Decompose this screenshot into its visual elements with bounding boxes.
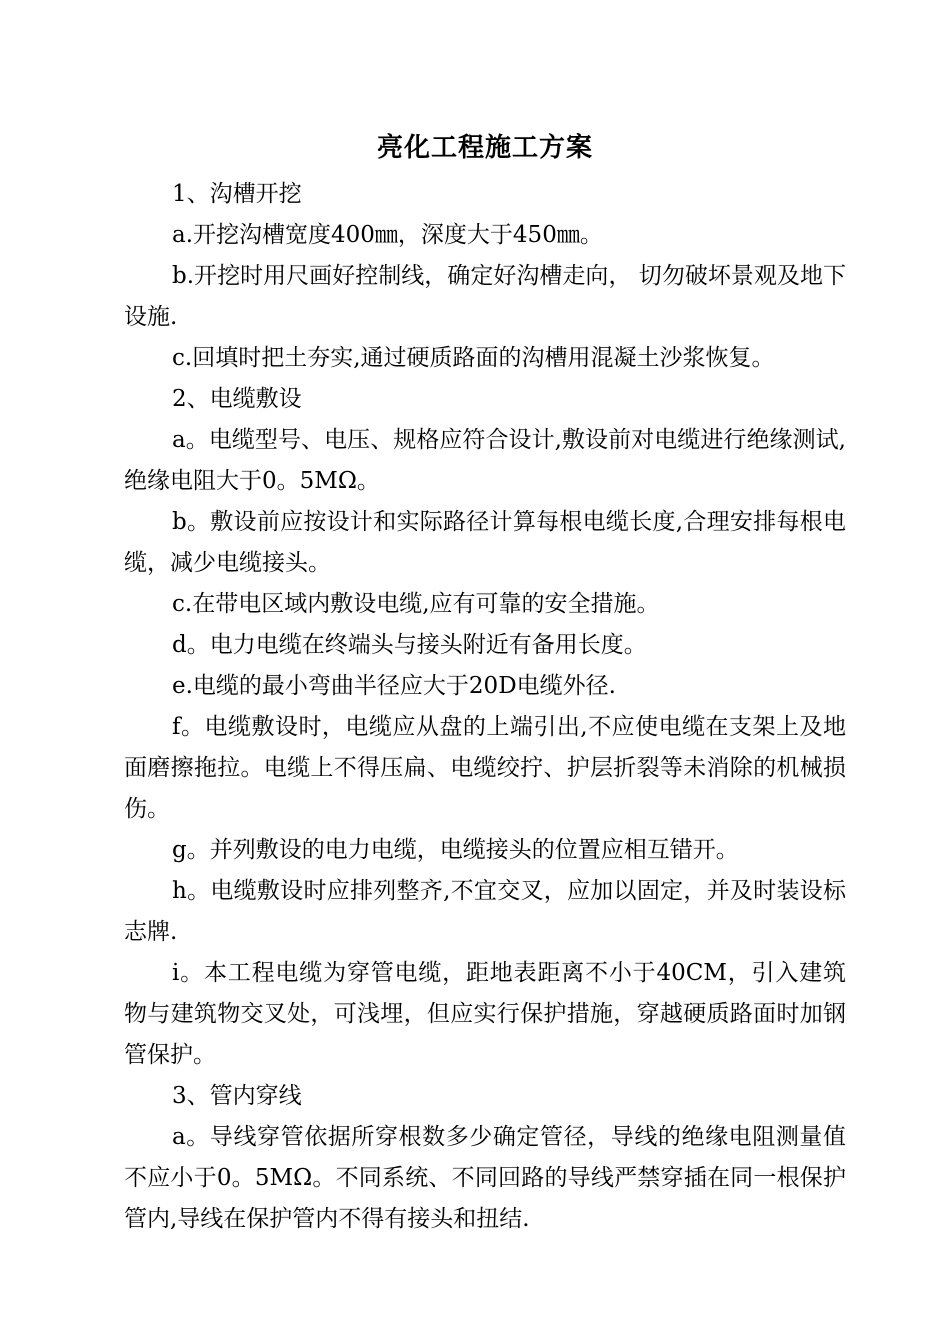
paragraph: i。本工程电缆为穿管电缆，距地表距离不小于40CM，引入建筑物与建筑物交叉处，可浅埋，但应实行保护措施，穿越硬质路面时加钢管保护。 (124, 960, 846, 1068)
paragraph: a.开挖沟槽宽度400㎜，深度大于450㎜。 (172, 222, 603, 248)
document-body (124, 174, 846, 1240)
paragraph: h。电缆敷设时应排列整齐,不宜交叉，应加以固定，并及时装设标志牌. (124, 878, 846, 945)
paragraph: e.电缆的最小弯曲半径应大于20D电缆外径. (172, 673, 616, 699)
paragraph: f。电缆敷设时，电缆应从盘的上端引出,不应使电缆在支架上及地面磨擦拖拉。电缆上不得压扁、电缆绞拧、护层折裂等未消除的机械损伤。 (124, 714, 846, 822)
paragraph: a。电缆型号、电压、规格应符合设计,敷设前对电缆进行绝缘测试,绝缘电阻大于0。5MΩ。 (124, 427, 846, 494)
paragraph: c.在带电区域内敷设电缆,应有可靠的安全措施。 (172, 591, 660, 617)
document-page (124, 128, 846, 1240)
section-heading-trench: 1、沟槽开挖 (172, 181, 302, 207)
section-heading-wiring: 3、管内穿线 (172, 1083, 302, 1109)
paragraph: g。并列敷设的电力电缆，电缆接头的位置应相互错开。 (172, 837, 739, 863)
paragraph: b.开挖时用尺画好控制线，确定好沟槽走向， 切勿破坏景观及地下设施. (124, 263, 846, 330)
document-title: 亮化工程施工方案 (376, 133, 593, 163)
paragraph: b。敷设前应按设计和实际路径计算每根电缆长度,合理安排每根电缆，减少电缆接头。 (124, 509, 846, 576)
paragraph: d。电力电缆在终端头与接头附近有备用长度。 (172, 632, 647, 658)
paragraph: a。导线穿管依据所穿根数多少确定管径，导线的绝缘电阻测量值不应小于0。5MΩ。不同系统、不同回路的导线严禁穿插在同一根保护管内,导线在保护管内不得有接头和扭结. (124, 1124, 846, 1232)
section-heading-cable-laying: 2、电缆敷设 (172, 386, 302, 412)
paragraph: c.回填时把土夯实,通过硬质路面的沟槽用混凝土沙浆恢复。 (172, 345, 775, 371)
